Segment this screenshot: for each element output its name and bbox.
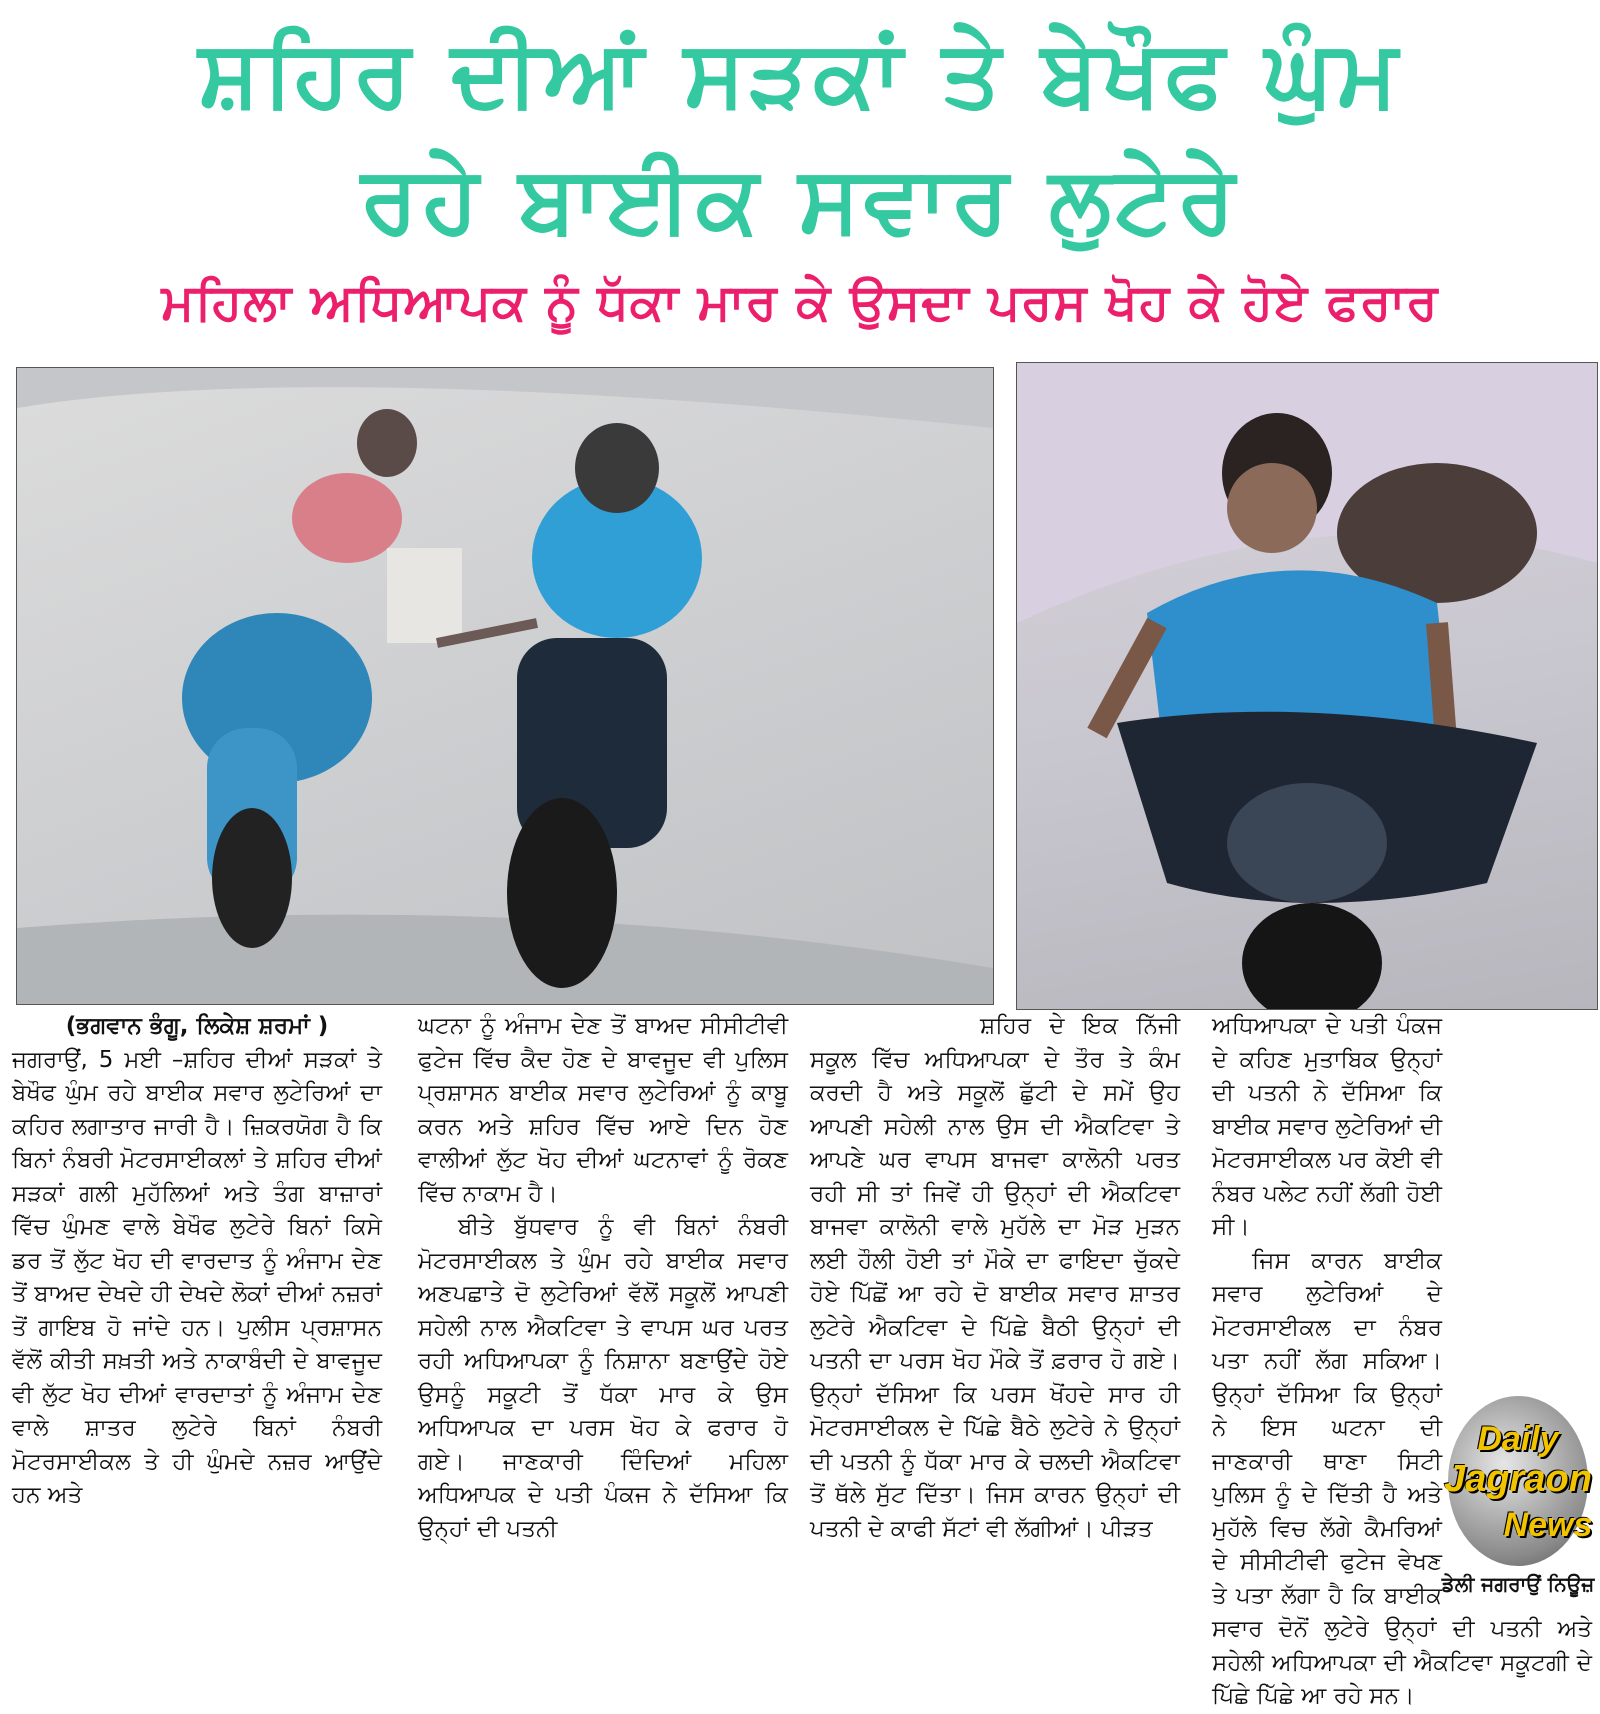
logo-text-news: News <box>1503 1506 1593 1544</box>
article-column-3 <box>810 1010 1180 1546</box>
article-byline: (ਭਗਵਾਨ ਭੰਗੂ, ਲਿਕੇਸ਼ ਸ਼ਰਮਾਂ ) <box>65 1013 329 1039</box>
article-paragraph: ਅਧਿਆਪਕਾ ਦੇ ਪਤੀ ਪੰਕਜ ਦੇ ਕਹਿਣ ਮੁਤਾਬਿਕ ਉਨ੍ਹਾਂ ਦੀ ਪਤਨੀ ਨੇ ਦੱਸਿਆ ਕਿ ਬਾਈਕ ਸਵਾਰ ਲੁਟੇਰਿਆਂ ਦੀ ਮੋਟਰਸਾਈਕਲ ਪਰ ਕੋਈ ਵੀ ਨੰਬਰ ਪਲੇਟ ਨਹੀਂ ਲੱਗੀ ਹੋਈ ਸੀ। <box>1212 1013 1442 1240</box>
cctv-scene-left <box>17 368 993 1004</box>
logo-text-jagraon: Jagraon <box>1444 1458 1592 1500</box>
article-paragraph: ਘਟਨਾ ਨੂੰ ਅੰਜਾਮ ਦੇਣ ਤੋਂ ਬਾਅਦ ਸੀਸੀਟੀਵੀ ਫੁਟੇਜ ਵਿੱਚ ਕੈਦ ਹੋਣ ਦੇ ਬਾਵਜੂਦ ਵੀ ਪੁਲਿਸ ਪ੍ਰਸ਼ਾਸਨ ਬਾਈਕ ਸਵਾਰ ਲੁਟੇਰਿਆਂ ਨੂੰ ਕਾਬੂ ਕਰਨ ਅਤੇ ਸ਼ਹਿਰ ਵਿੱਚ ਆਏ ਦਿਨ ਹੋਣ ਵਾਲੀਆਂ ਲੁੱਟ ਖੋਹ ਦੀਆਂ ਘਟਨਾਵਾਂ ਨੂੰ ਰੋਕਣ ਵਿੱਚ ਨਾਕਾਮ ਹੈ। <box>418 1013 788 1207</box>
daily-jagraon-news-logo <box>1438 1396 1598 1608</box>
headline-line-1: ਸ਼ਹਿਰ ਦੀਆਂ ਸੜਕਾਂ ਤੇ ਬੇਖੌਫ ਘੁੰਮ <box>198 20 1402 127</box>
headline-line-2: ਰਹੇ ਬਾਈਕ ਸਵਾਰ ਲੁਟੇਰੇ <box>361 146 1239 253</box>
article-column-2 <box>418 1010 788 1546</box>
logo-punjabi-text: ਡੇਲੀ ਜਗਰਾਉਂ ਨਿਊਜ਼ <box>1441 1572 1595 1596</box>
article-paragraph: ਜਿਸ ਕਾਰਨ ਬਾਈਕ ਸਵਾਰ ਲੁਟੇਰਿਆਂ ਦੇ ਮੋਟਰਸਾਈਕਲ ਦਾ ਨੰਬਰ ਪਤਾ ਨਹੀਂ ਲੱਗ ਸਕਿਆ। ਉਨ੍ਹਾਂ ਦੱਸਿਆ ਕਿ ਉਨ੍ਹਾਂ ਨੇ ਇਸ ਘਟਨਾ ਦੀ ਜਾਣਕਾਰੀ ਥਾਣਾ ਸਿਟੀ ਪੁਲਿਸ ਨੂੰ ਦੇ ਦਿੱਤੀ ਹੈ ਅਤੇ ਮੁਹੱਲੇ ਵਿਚ ਲੱਗੇ ਕੈਮਰਿਆਂ ਦੇ ਸੀਸੀਟੀਵੀ ਫੁਟੇਜ ਵੇਖਣ ਤੇ ਪਤਾ ਲੱਗਾ ਹੈ ਕਿ ਬਾਈਕ ਸਵਾਰ ਦੋਨੋਂ ਲੁਟੇਰੇ ਉਨ੍ਹਾਂ ਦੀ ਪਤਨੀ ਅਤੇ ਸਹੇਲੀ ਅਧਿਆਪਕਾ ਦੀ ਐਕਟਿਵਾ ਸਕੂਟਗੀ ਦੇ ਪਿੱਛੇ ਪਿੱਛੇ ਆ ਰਹੇ ਸਨ। <box>1212 1247 1592 1709</box>
article-paragraph: ਜਗਰਾਉਂ, 5 ਮਈ –ਸ਼ਹਿਰ ਦੀਆਂ ਸੜਕਾਂ ਤੇ ਬੇਖੌਫ ਘੁੰਮ ਰਹੇ ਬਾਈਕ ਸਵਾਰ ਲੁਟੇਰਿਆਂ ਦਾ ਕਹਿਰ ਲਗਾਤਾਰ ਜਾਰੀ ਹੈ। ਜ਼ਿਕਰਯੋਗ ਹੈ ਕਿ ਬਿਨਾਂ ਨੰਬਰੀ ਮੋਟਰਸਾਈਕਲਾਂ ਤੇ ਸ਼ਹਿਰ ਦੀਆਂ ਸੜਕਾਂ ਗਲੀ ਮੁਹੱਲਿਆਂ ਅਤੇ ਤੰਗ ਬਾਜ਼ਾਰਾਂ ਵਿੱਚ ਘੁੰਮਣ ਵਾਲੇ ਬੇਖੌਫ ਲੁਟੇਰੇ ਬਿਨਾਂ ਕਿਸੇ ਡਰ ਤੋਂ ਲੁੱਟ ਖੋਹ ਦੀ ਵਾਰਦਾਤ ਨੂੰ ਅੰਜਾਮ ਦੇਣ ਤੋਂ ਬਾਅਦ ਦੇਖਦੇ ਹੀ ਦੇਖਦੇ ਲੋਕਾਂ ਦੀਆਂ ਨਜ਼ਰਾਂ ਤੋਂ ਗਾਇਬ ਹੋ ਜਾਂਦੇ ਹਨ। ਪੁਲੀਸ ਪ੍ਰਸ਼ਾਸਨ ਵੱਲੋਂ ਕੀਤੀ ਸਖ਼ਤੀ ਅਤੇ ਨਾਕਾਬੰਦੀ ਦੇ ਬਾਵਜੂਦ ਵੀ ਲੁੱਟ ਖੋਹ ਦੀਆਂ ਵਾਰਦਾਤਾਂ ਨੂੰ ਅੰਜਾਮ ਦੇਣ ਵਾਲੇ ਸ਼ਾਤਰ ਲੁਟੇਰੇ ਬਿਨਾਂ ਨੰਬਰੀ ਮੋਟਰਸਾਈਕਲ ਤੇ ਹੀ ਘੁੰਮਦੇ ਨਜ਼ਰ ਆਉਂਦੇ ਹਨ ਅਤੇ <box>12 1046 382 1508</box>
cctv-photo-motorcycle-rider <box>1016 362 1598 1010</box>
article-column-1 <box>12 1010 382 1513</box>
subheadline: ਮਹਿਲਾ ਅਧਿਆਪਕ ਨੂੰ ਧੱਕਾ ਮਾਰ ਕੇ ਉਸਦਾ ਪਰਸ ਖੋਹ ਕੇ ਹੋਏ ਫਰਾਰ <box>161 273 1439 331</box>
logo-text-daily: Daily <box>1477 1420 1559 1458</box>
cctv-photo-scooter-motorcycle <box>16 367 994 1005</box>
article-paragraph: ਸ਼ਹਿਰ ਦੇ ਇਕ ਨਿੱਜੀ ਸਕੂਲ ਵਿੱਚ ਅਧਿਆਪਕਾ ਦੇ ਤੌਰ ਤੇ ਕੰਮ ਕਰਦੀ ਹੈ ਅਤੇ ਸਕੂਲੋਂ ਛੁੱਟੀ ਦੇ ਸਮੇਂ ਉਹ ਆਪਣੀ ਸਹੇਲੀ ਨਾਲ ਉਸ ਦੀ ਐਕਟਿਵਾ ਤੇ ਆਪਣੇ ਘਰ ਵਾਪਸ ਬਾਜਵਾ ਕਾਲੋਨੀ ਪਰਤ ਰਹੀ ਸੀ ਤਾਂ ਜਿਵੇਂ ਹੀ ਉਨ੍ਹਾਂ ਦੀ ਐਕਟਿਵਾ ਬਾਜਵਾ ਕਾਲੋਨੀ ਵਾਲੇ ਮੁਹੱਲੇ ਦਾ ਮੋੜ ਮੁੜਨ ਲਈ ਹੌਲੀ ਹੋਈ ਤਾਂ ਮੌਕੇ ਦਾ ਫਾਇਦਾ ਚੁੱਕਦੇ ਹੋਏ ਪਿੱਛੋਂ ਆ ਰਹੇ ਦੋ ਬਾਈਕ ਸਵਾਰ ਸ਼ਾਤਰ ਲੁਟੇਰੇ ਐਕਟਿਵਾ ਦੇ ਪਿੱਛੇ ਬੈਠੀ ਉਨ੍ਹਾਂ ਦੀ ਪਤਨੀ ਦਾ ਪਰਸ ਖੋਹ ਮੌਕੇ ਤੋਂ ਫ਼ਰਾਰ ਹੋ ਗਏ। ਉਨ੍ਹਾਂ ਦੱਸਿਆ ਕਿ ਪਰਸ ਖੋਂਹਦੇ ਸਾਰ ਹੀ ਮੋਟਰਸਾਈਕਲ ਦੇ ਪਿੱਛੇ ਬੈਠੇ ਲੁਟੇਰੇ ਨੇ ਉਨ੍ਹਾਂ ਦੀ ਪਤਨੀ ਨੂੰ ਧੱਕਾ ਮਾਰ ਕੇ ਚਲਦੀ ਐਕਟਿਵਾ ਤੋਂ ਥੱਲੇ ਸੁੱਟ ਦਿੱਤਾ। ਜਿਸ ਕਾਰਨ ਉਨ੍ਹਾਂ ਦੀ ਪਤਨੀ ਦੇ ਕਾਫੀ ਸੱਟਾਂ ਵੀ ਲੱਗੀਆਂ। ਪੀੜਤ <box>810 1013 1180 1542</box>
cctv-scene-right <box>1017 363 1597 1009</box>
article-paragraph: ਬੀਤੇ ਬੁੱਧਵਾਰ ਨੂੰ ਵੀ ਬਿਨਾਂ ਨੰਬਰੀ ਮੋਟਰਸਾਈਕਲ ਤੇ ਘੁੰਮ ਰਹੇ ਬਾਈਕ ਸਵਾਰ ਅਣਪਛਾਤੇ ਦੋ ਲੁਟੇਰਿਆਂ ਵੱਲੋਂ ਸਕੂਲੋਂ ਆਪਣੀ ਸਹੇਲੀ ਨਾਲ ਐਕਟਿਵਾ ਤੇ ਵਾਪਸ ਘਰ ਪਰਤ ਰਹੀ ਅਧਿਆਪਕਾ ਨੂੰ ਨਿਸ਼ਾਨਾ ਬਣਾਉਂਦੇ ਹੋਏ ਉਸਨੂੰ ਸਕੂਟੀ ਤੋਂ ਧੱਕਾ ਮਾਰ ਕੇ ਉਸ ਅਧਿਆਪਕ ਦਾ ਪਰਸ ਖੋਹ ਕੇ ਫਰਾਰ ਹੋ ਗਏ। ਜਾਣਕਾਰੀ ਦਿੰਦਿਆਂ ਮਹਿਲਾ ਅਧਿਆਪਕ ਦੇ ਪਤੀ ਪੰਕਜ ਨੇ ਦੱਸਿਆ ਕਿ ਉਨ੍ਹਾਂ ਦੀ ਪਤਨੀ <box>418 1214 788 1542</box>
